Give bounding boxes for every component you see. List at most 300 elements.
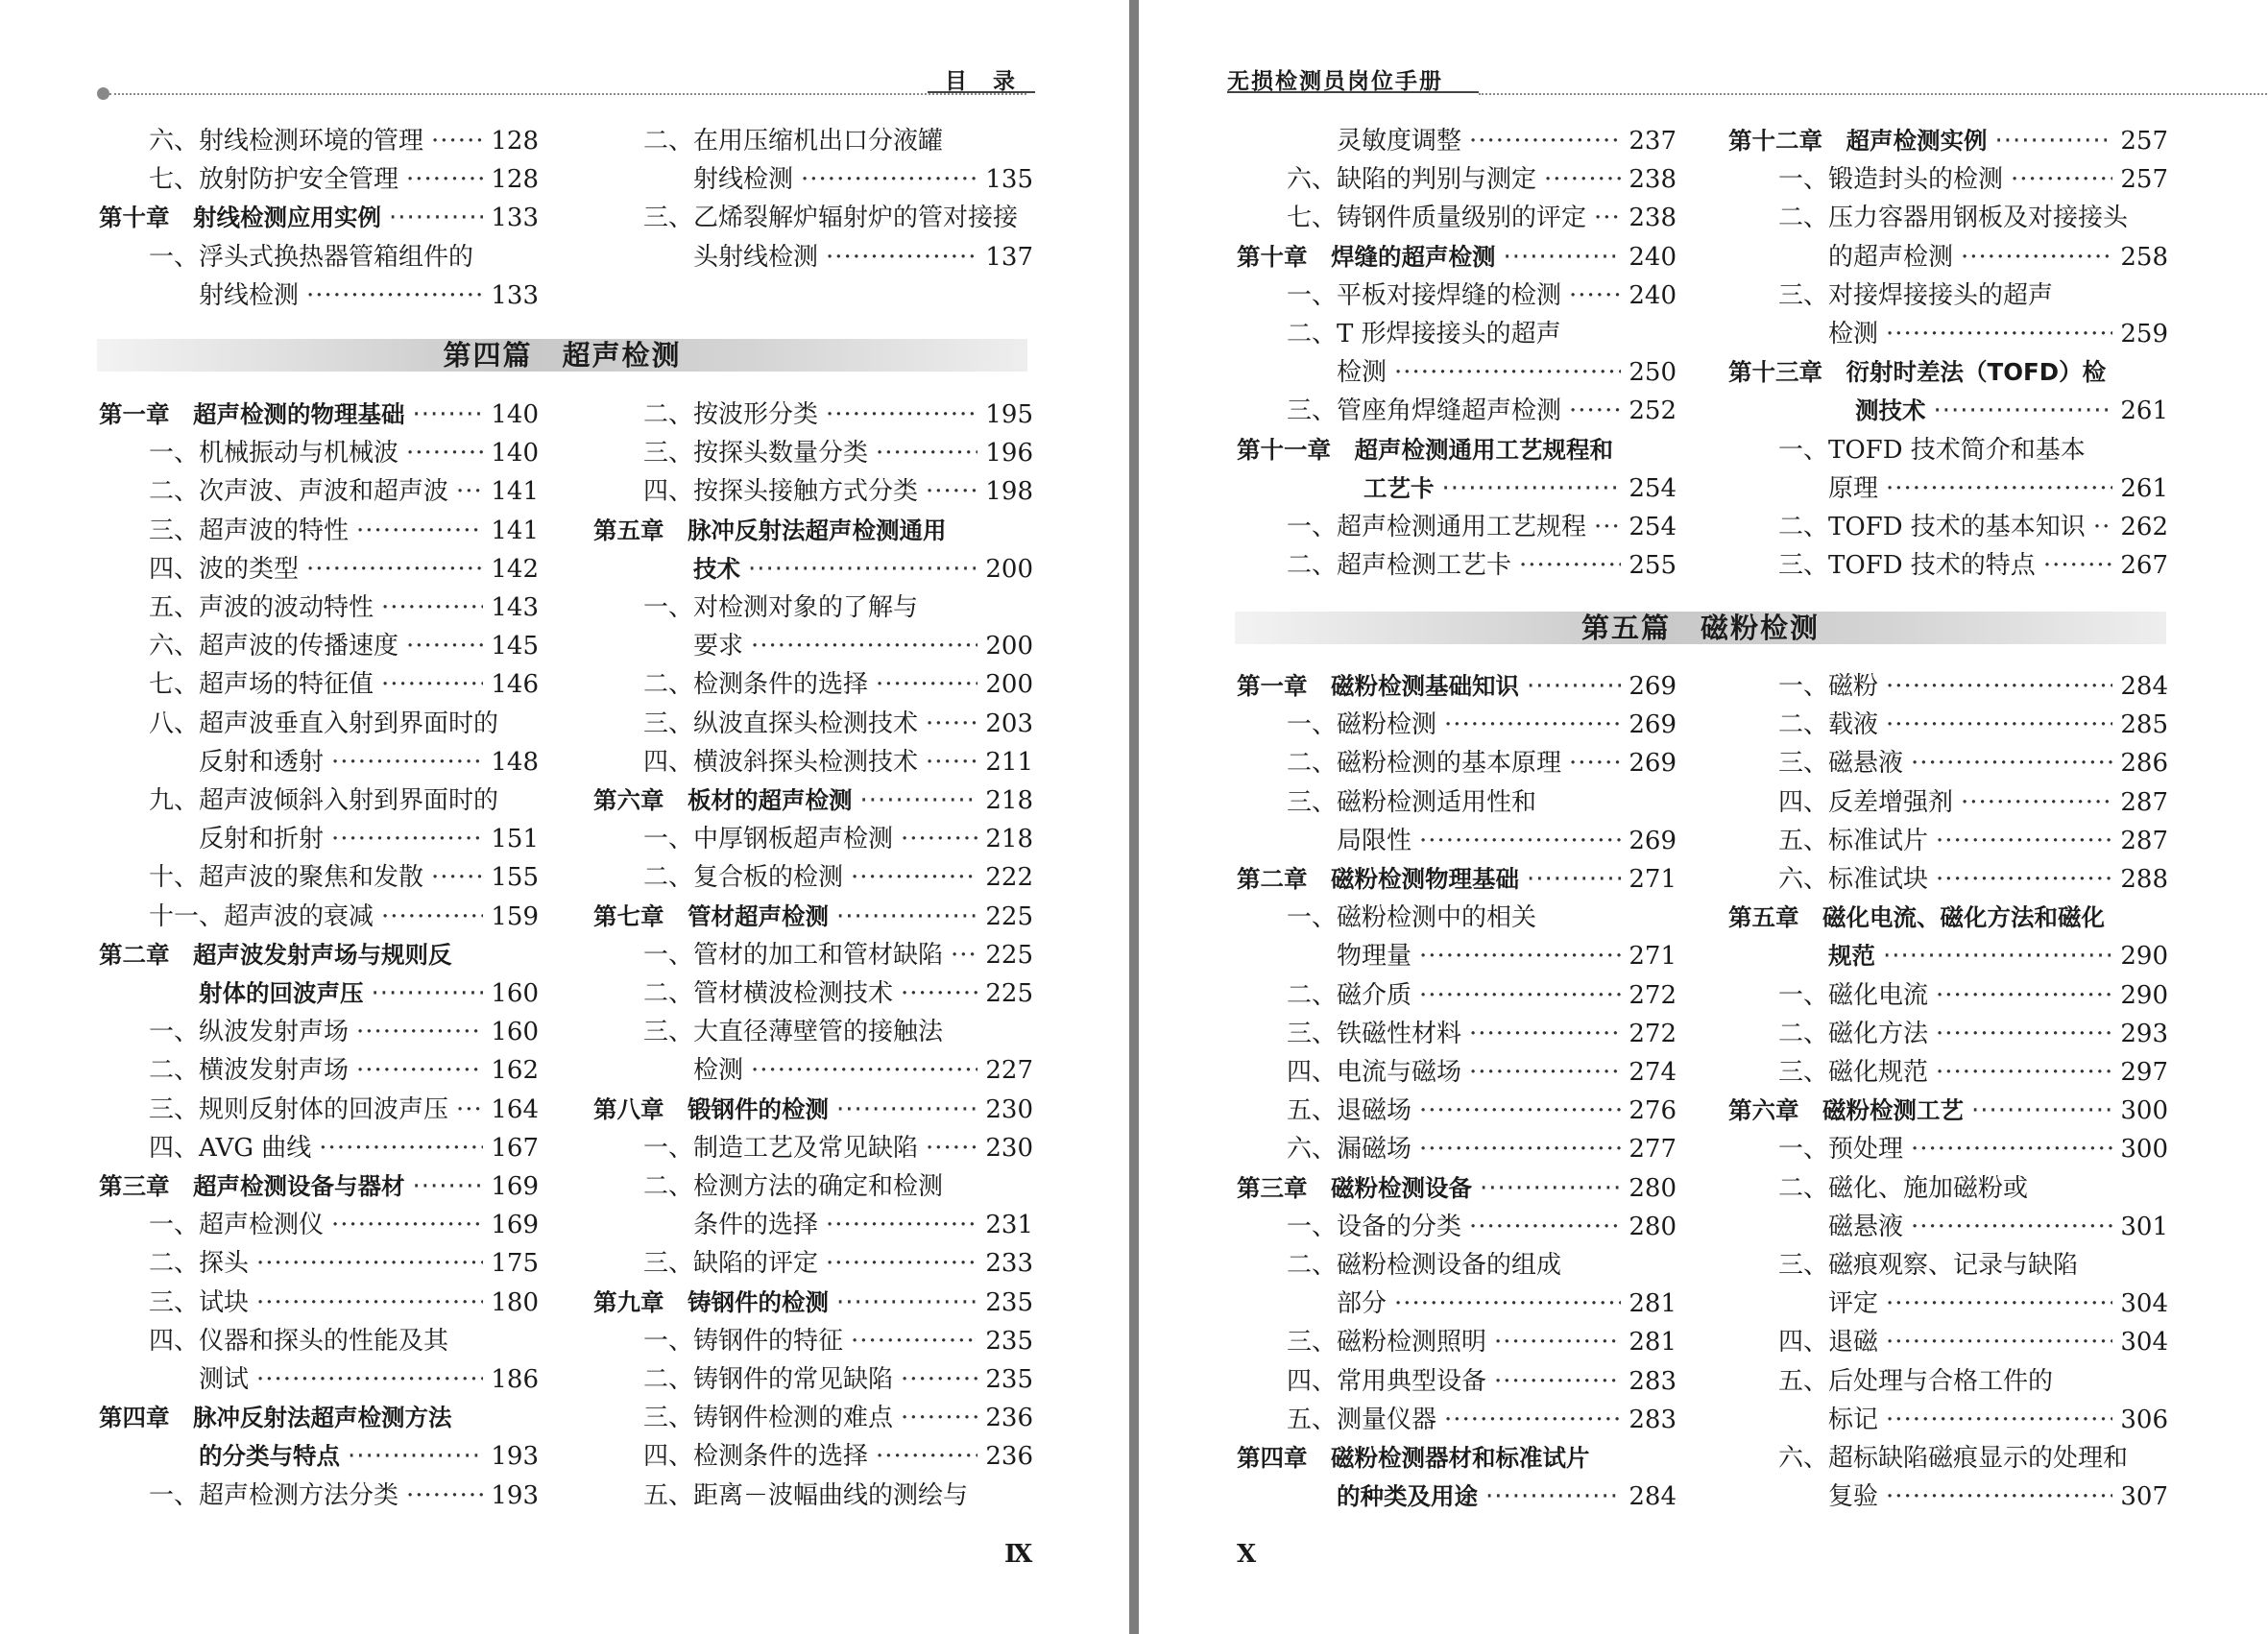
toc-chapter-entry [99,1167,539,1206]
toc-page-number: 186 [491,1365,539,1394]
toc-entry-title: 五、退磁场 [1287,1096,1412,1126]
toc-page-number: 230 [985,1133,1033,1163]
toc-entry-title: 一、平板对接焊缝的检测 [1287,280,1562,310]
toc-entry-title: 一、设备的分类 [1287,1212,1462,1241]
toc-entry-title: 五、测量仪器 [1287,1405,1437,1434]
toc-entry-title: 二、检测方法的确定和检测 [643,1172,944,1201]
toc-leader-dots [381,898,483,936]
toc-leader-dots [2043,546,2113,585]
toc-leader-dots [256,1284,483,1322]
toc-leader-dots [406,160,483,199]
toc-entry-title: 的超声检测 [1828,242,1954,272]
toc-section-entry [643,858,1033,897]
toc-leader-dots [1886,469,2112,508]
toc-chapter-entry [1337,1478,1677,1516]
toc-entry-title: 四、退磁 [1778,1328,1879,1358]
header-rule-solid [1227,91,1479,93]
toc-leader-dots [1936,1015,2112,1053]
toc-entry-title: 十、超声波的聚焦和发散 [149,863,424,893]
toc-leader-dots [1883,937,2112,975]
toc-leader-dots [876,665,977,704]
toc-chapter-entry [199,1437,539,1476]
toc-page-number: 261 [2120,396,2168,426]
toc-entry-title: 三、缺陷的评定 [643,1249,819,1279]
toc-leader-dots [1594,199,1621,237]
toc-section-entry [199,820,539,858]
toc-leader-dots [319,1129,483,1167]
toc-section-entry [1287,1246,1677,1285]
toc-entry-title: 规范 [1828,942,1875,971]
toc-section-entry [643,122,1033,160]
toc-entry-title: 第二章 磁粉检测物理基础 [1237,865,1519,893]
toc-entry-title: 第十二章 超声检测实例 [1728,127,1988,155]
toc-section-entry [149,1051,539,1090]
toc-leader-dots [901,1360,977,1399]
toc-leader-dots [306,550,483,589]
toc-entry-title: 第十三章 衍射时差法（TOFD）检 [1728,358,2107,387]
toc-page-number: 227 [985,1056,1033,1086]
toc-section-entry [1287,160,1677,199]
toc-section-entry [1287,1362,1677,1401]
toc-leader-dots [926,705,977,743]
toc-leader-dots [748,550,977,589]
toc-entry-title: 六、漏磁场 [1287,1135,1412,1165]
toc-section-entry [1287,1015,1677,1053]
toc-entry-title: 第四章 脉冲反射法超声检测方法 [99,1404,452,1432]
toc-leader-dots [826,1244,977,1283]
toc-entry-title: 一、TOFD 技术简介和基本 [1778,435,2086,465]
page-number: Ⅸ [1004,1540,1033,1569]
toc-leader-dots [406,627,483,665]
toc-section-entry [149,1206,539,1244]
part-title-banner: 第五篇 磁粉检测 [1235,612,2166,644]
toc-entry-title: 一、预处理 [1778,1135,1904,1165]
toc-section-entry [1287,783,1677,822]
toc-page-number: 277 [1629,1135,1677,1165]
toc-page-number: 233 [985,1249,1033,1279]
toc-entry-title: 检测 [1828,320,1879,348]
toc-entry-title: 标记 [1828,1405,1879,1434]
toc-section-entry [1828,469,2168,508]
toc-leader-dots [1419,976,1621,1015]
toc-section-entry [149,550,539,589]
toc-leader-dots [356,512,483,550]
toc-page-number: 193 [491,1442,539,1472]
toc-page-number: 222 [985,863,1033,893]
toc-leader-dots [1419,937,1621,975]
toc-leader-dots [306,276,483,315]
toc-section-entry [149,1013,539,1051]
toc-page-number: 235 [985,1365,1033,1394]
toc-entry-title: 二、复合板的检测 [643,863,844,893]
toc-leader-dots [331,1206,483,1244]
header-rule-dotted [1479,93,2268,95]
toc-page-number: 259 [2120,320,2168,348]
toc-page-number: 287 [2120,826,2168,855]
toc-page-number: 257 [2120,165,2168,195]
toc-leader-dots [1419,1130,1621,1168]
toc-leader-dots [1527,667,1621,706]
toc-entry-title: 五、距离－波幅曲线的测绘与 [643,1480,969,1510]
toc-entry-title: 二、磁介质 [1287,980,1412,1010]
toc-section-entry [1778,276,2168,315]
toc-entry-title: 一、超声检测通用工艺规程 [1287,513,1587,541]
toc-entry-title: 三、大直径薄壁管的接触法 [643,1018,944,1047]
toc-leader-dots [1911,1130,2112,1168]
toc-entry-title: 反射和折射 [199,825,325,854]
toc-leader-dots [413,1167,484,1206]
toc-page-number: 133 [491,280,539,310]
toc-page-number: 240 [1629,280,1677,310]
toc-entry-title: 三、规则反射体的回波声压 [149,1094,449,1124]
toc-entry-title: 复验 [1828,1482,1879,1512]
toc-leader-dots [1886,1478,2112,1516]
toc-section-entry [1287,706,1677,744]
toc-page-number: 255 [1629,551,1677,581]
toc-page-number: 169 [491,1172,539,1201]
toc-entry-title: 第十章 焊缝的超声检测 [1237,242,1496,271]
toc-section-entry [1828,315,2168,353]
toc-leader-dots [951,936,977,974]
toc-section-entry [1287,976,1677,1015]
toc-page-number: 304 [2120,1328,2168,1358]
toc-page-number: 267 [2120,551,2168,581]
toc-chapter-entry [1237,860,1677,899]
toc-leader-dots [1936,860,2112,899]
toc-section-entry [643,396,1033,434]
toc-section-entry [1337,122,1677,160]
toc-section-entry [199,276,539,315]
toc-entry-title: 二、次声波、声波和超声波 [149,477,449,507]
toc-entry-title: 技术 [693,554,740,583]
toc-section-entry [643,1360,1033,1399]
toc-section-entry [643,1437,1033,1476]
toc-page-number: 276 [1629,1096,1677,1126]
toc-section-entry [1287,276,1677,315]
toc-section-entry [1778,1053,2168,1092]
toc-entry-title: 部分 [1337,1289,1387,1319]
toc-entry-title: 一、纵波发射声场 [149,1018,350,1047]
toc-leader-dots [1469,122,1621,160]
toc-leader-dots [431,858,483,897]
toc-entry-title: 二、超声检测工艺卡 [1287,551,1512,581]
toc-section-entry [1828,1478,2168,1516]
toc-section-entry [149,1129,539,1167]
toc-section-entry [1778,1246,2168,1285]
toc-page-number: 169 [491,1211,539,1240]
toc-page-number: 283 [1629,1366,1677,1396]
toc-entry-title: 三、超声波的特性 [149,516,350,545]
toc-section-entry [693,238,1033,276]
toc-leader-dots [1494,1362,1621,1401]
toc-entry-title: 第五章 磁化电流、磁化方法和磁化 [1728,903,2105,932]
toc-leader-dots [926,1129,977,1167]
toc-entry-title: 第六章 磁粉检测工艺 [1728,1096,1964,1125]
toc-chapter-entry [1728,122,2168,160]
toc-section-entry [643,1399,1033,1437]
toc-section-entry [643,743,1033,781]
toc-section-entry [1778,667,2168,706]
toc-chapter-entry [1237,667,1677,706]
header-rule-dot [97,87,109,100]
toc-page-number: 272 [1629,980,1677,1010]
toc-leader-dots [331,743,483,781]
toc-entry-title: 三、磁粉检测照明 [1287,1328,1487,1358]
toc-section-entry [199,743,539,781]
toc-entry-title: 二、磁粉检测设备的组成 [1287,1251,1562,1280]
running-header: 目 录 [945,69,1017,94]
toc-leader-dots [826,1206,977,1244]
toc-section-entry [1287,1401,1677,1439]
toc-entry-title: 局限性 [1337,826,1412,855]
toc-section-entry [149,434,539,472]
toc-leader-dots [751,1051,977,1090]
toc-entry-title: 三、试块 [149,1287,250,1317]
toc-page-number: 258 [2120,242,2168,272]
toc-page-number: 225 [985,940,1033,970]
toc-entry-title: 一、制造工艺及常见缺陷 [643,1133,919,1163]
toc-entry-title: 灵敏度调整 [1337,127,1462,156]
toc-section-entry [149,898,539,936]
toc-page-number: 236 [985,1404,1033,1433]
toc-leader-dots [1886,1323,2112,1361]
toc-leader-dots [1527,860,1621,899]
toc-chapter-entry [1828,937,2168,975]
toc-entry-title: 二、磁化方法 [1778,1019,1929,1048]
toc-section-entry [149,665,539,704]
toc-entry-title: 四、按探头接触方式分类 [643,477,919,507]
toc-entry-title: 四、AVG 曲线 [149,1133,312,1163]
toc-section-entry [1778,160,2168,199]
toc-page-number: 225 [985,979,1033,1008]
toc-page-number: 286 [2120,749,2168,779]
toc-section-entry [199,1360,539,1399]
toc-section-entry [643,974,1033,1013]
toc-entry-title: 六、标准试块 [1778,865,1929,894]
toc-section-entry [1337,937,1677,975]
toc-page-number: 180 [491,1287,539,1317]
toc-leader-dots [751,627,977,665]
toc-page-number: 145 [491,632,539,661]
toc-chapter-entry [1363,469,1677,508]
toc-entry-title: 三、按探头数量分类 [643,439,869,469]
toc-page-number: 290 [2120,942,2168,972]
toc-entry-title: 三、对接焊接接头的超声 [1778,280,2054,310]
toc-page-number: 254 [1629,473,1677,503]
toc-leader-dots [851,858,977,897]
toc-leader-dots [1911,744,2112,782]
toc-entry-title: 五、声波的波动特性 [149,593,374,622]
toc-entry-title: 一、对检测对象的了解与 [643,593,919,622]
toc-page-number: 290 [2120,980,2168,1010]
toc-section-entry [1778,199,2168,237]
toc-entry-title: 一、机械振动与机械波 [149,439,399,469]
toc-entry-title: 一、锻造封头的检测 [1778,165,2004,195]
toc-leader-dots [372,974,484,1013]
toc-page-number: 280 [1629,1173,1677,1203]
toc-entry-title: 七、铸钢件质量级别的评定 [1287,204,1587,233]
toc-chapter-entry [1237,1439,1677,1478]
toc-leader-dots [801,160,977,199]
toc-entry-title: 一、磁粉检测中的相关 [1287,903,1537,933]
toc-leader-dots [356,1051,483,1090]
toc-page-number: 230 [985,1094,1033,1124]
toc-entry-title: 三、磁痕观察、记录与缺陷 [1778,1251,2079,1280]
toc-leader-dots [431,122,483,160]
toc-section-entry [1778,860,2168,899]
toc-entry-title: 一、铸钢件的特征 [643,1326,844,1356]
toc-entry-title: 的分类与特点 [199,1442,340,1471]
toc-entry-title: 三、铁磁性材料 [1287,1019,1462,1048]
toc-entry-title: 工艺卡 [1363,473,1435,502]
toc-section-entry [643,434,1033,472]
toc-entry-title: 一、超声检测仪 [149,1211,325,1240]
toc-entry-title: 一、中厚钢板超声检测 [643,825,894,854]
toc-page-number: 304 [2120,1289,2168,1319]
toc-entry-title: 测技术 [1855,396,1926,425]
toc-page-number: 301 [2120,1212,2168,1241]
toc-leader-dots [1442,469,1622,508]
toc-section-entry [1778,508,2168,546]
toc-entry-title: 六、射线检测环境的管理 [149,127,424,156]
toc-entry-title: 一、浮头式换热器管箱组件的 [149,242,474,272]
toc-entry-title: 六、超标缺陷磁痕显示的处理和 [1778,1444,2129,1473]
toc-entry-title: 一、磁粉检测 [1287,710,1437,740]
toc-leader-dots [1911,1208,2112,1246]
toc-page-number: 281 [1629,1289,1677,1319]
toc-leader-dots [1594,508,1621,546]
toc-leader-dots [1394,1285,1621,1323]
toc-leader-dots [836,1284,977,1322]
part-title-banner: 第四篇 超声检测 [97,339,1027,372]
toc-section-entry [1337,822,1677,860]
toc-entry-title: 第一章 磁粉检测基础知识 [1237,672,1519,700]
toc-entry-title: 第十一章 超声检测通用工艺规程和 [1237,435,1613,464]
toc-entry-title: 四、反差增强剂 [1778,787,1954,817]
toc-section-entry [1287,199,1677,237]
toc-leader-dots [1886,706,2112,744]
toc-page-number: 237 [1629,127,1677,156]
toc-chapter-entry [593,1091,1033,1129]
toc-page-number: 162 [491,1056,539,1086]
toc-chapter-entry [99,396,539,434]
toc-page-number: 198 [985,477,1033,507]
toc-entry-title: 反射和透射 [199,747,325,777]
toc-section-entry [1828,1208,2168,1246]
toc-section-entry [643,705,1033,743]
toc-leader-dots [1444,1401,1621,1439]
toc-page-number: 200 [985,670,1033,700]
toc-leader-dots [1569,392,1621,430]
toc-entry-title: 条件的选择 [693,1211,819,1240]
toc-section-entry [149,512,539,550]
toc-page-number: 236 [985,1442,1033,1472]
toc-entry-title: 头射线检测 [693,242,819,272]
toc-section-entry [1778,822,2168,860]
toc-leader-dots [1419,1092,1621,1130]
toc-entry-title: 第五章 脉冲反射法超声检测通用 [593,516,947,544]
toc-page-number: 235 [985,1287,1033,1317]
toc-page-number: 283 [1629,1405,1677,1434]
toc-page-number: 284 [1629,1482,1677,1512]
toc-section-entry [1778,1130,2168,1168]
toc-entry-title: 三、磁化规范 [1778,1058,1929,1087]
toc-leader-dots [1961,783,2112,822]
toc-leader-dots [406,1477,483,1515]
toc-entry-title: 第一章 超声检测的物理基础 [99,400,405,428]
toc-section-entry [643,1244,1033,1283]
toc-section-entry [149,1091,539,1129]
toc-section-entry [1337,353,1677,392]
toc-entry-title: 第八章 锻钢件的检测 [593,1094,829,1123]
toc-leader-dots [876,1437,977,1476]
toc-page-number: 284 [2120,672,2168,701]
toc-page-number: 142 [491,554,539,584]
toc-entry-title: 一、磁粉 [1778,672,1879,701]
toc-chapter-entry [99,936,539,974]
toc-leader-dots [331,820,483,858]
toc-entry-title: 九、超声波倾斜入射到界面时的 [149,786,499,815]
toc-entry-title: 射线检测 [693,165,794,195]
toc-section-entry [149,858,539,897]
toc-entry-title: 三、TOFD 技术的特点 [1778,551,2036,581]
toc-leader-dots [2011,160,2112,199]
toc-page-number: 272 [1629,1019,1677,1048]
toc-entry-title: 四、波的类型 [149,554,300,584]
toc-section-entry [643,1129,1033,1167]
toc-page-number: 137 [985,242,1033,272]
toc-leader-dots [1961,238,2112,276]
toc-section-entry [643,472,1033,511]
toc-entry-title: 三、管座角焊缝超声检测 [1287,396,1562,426]
toc-leader-dots [901,1399,977,1437]
toc-entry-title: 测试 [199,1365,250,1394]
toc-page-number: 155 [491,863,539,893]
toc-entry-title: 五、标准试片 [1778,826,1929,855]
toc-entry-title: 三、纵波直探头检测技术 [643,709,919,738]
toc-entry-title: 二、铸钢件的常见缺陷 [643,1365,894,1394]
toc-section-entry [1778,431,2168,469]
right-page [1139,0,2268,1634]
toc-page-number: 160 [491,979,539,1008]
toc-leader-dots [826,396,977,434]
toc-chapter-entry [593,1284,1033,1322]
toc-entry-title: 第七章 管材超声检测 [593,901,829,930]
toc-section-entry [149,589,539,627]
toc-page-number: 269 [1629,672,1677,701]
toc-entry-title: 三、铸钢件检测的难点 [643,1404,894,1433]
toc-entry-title: 二、横波发射声场 [149,1056,350,1086]
toc-section-entry [693,160,1033,199]
toc-page-number: 297 [2120,1058,2168,1087]
toc-page-number: 281 [1629,1328,1677,1358]
toc-chapter-entry [1728,1092,2168,1130]
toc-page-number: 257 [2120,127,2168,156]
toc-entry-title: 二、T 形焊接接头的超声 [1287,320,1561,348]
toc-entry-title: 射体的回波声压 [199,979,364,1007]
toc-entry-title: 四、仪器和探头的性能及其 [149,1326,449,1356]
toc-page-number: 160 [491,1018,539,1047]
toc-page-number: 151 [491,825,539,854]
toc-page-number: 285 [2120,710,2168,740]
toc-page-number: 231 [985,1211,1033,1240]
toc-section-entry [1828,238,2168,276]
toc-section-entry [643,589,1033,627]
toc-leader-dots [1995,122,2113,160]
toc-page-number: 141 [491,477,539,507]
toc-leader-dots [456,1091,483,1129]
toc-leader-dots [356,1013,483,1051]
